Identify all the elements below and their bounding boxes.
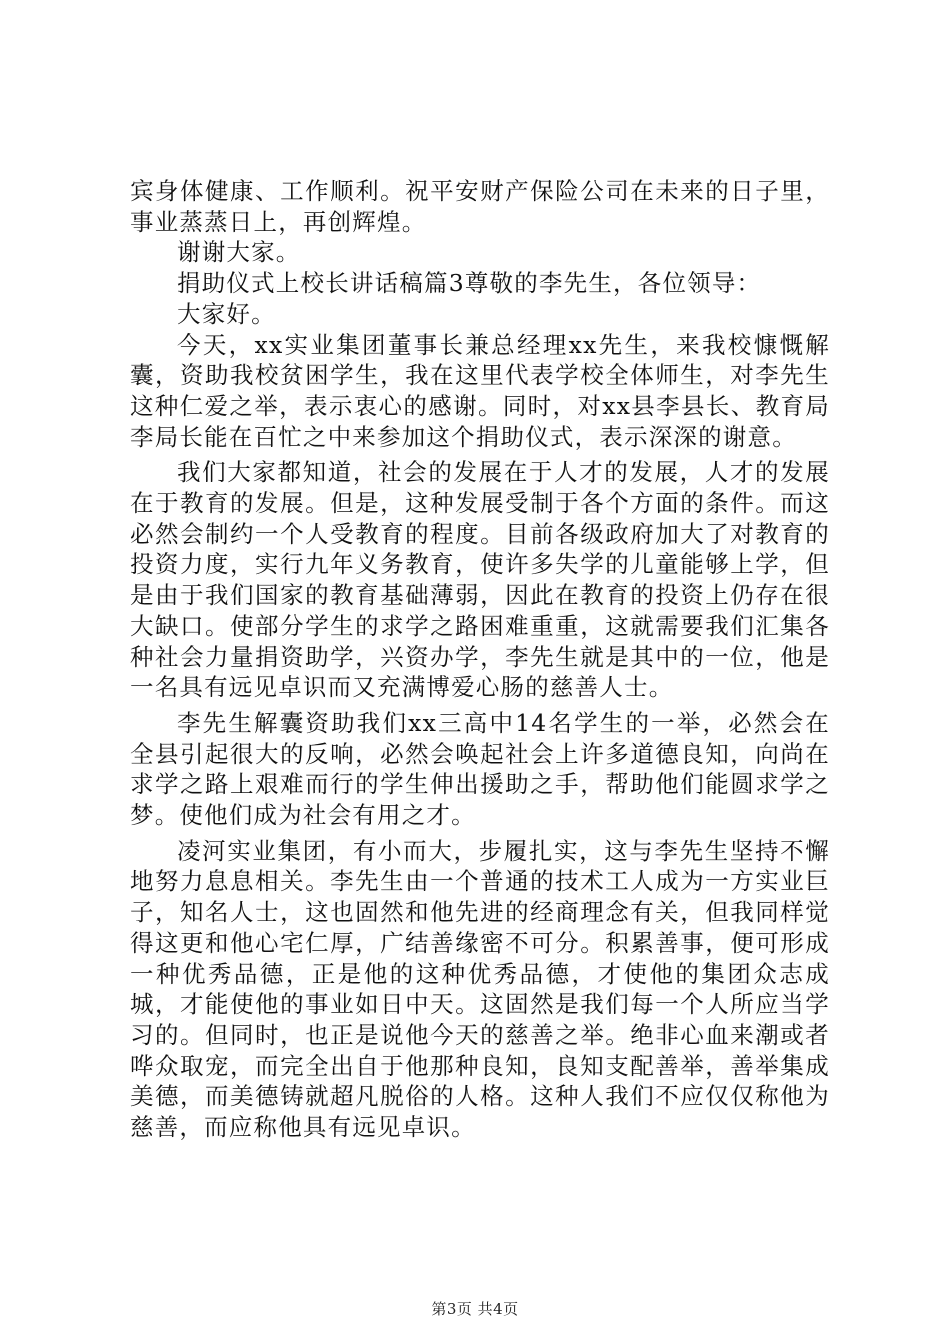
paragraph-education: 我们大家都知道，社会的发展在于人才的发展，人才的发展在于教育的发展。但是，这种发展受制于各个方面的条件。而这必然会制约一个人受教育的程度。目前各级政府加大了对教育的投资力度，实行九年义务教育，使许多失学的儿童能够上学，但是由于我们国家的教育基础薄弱，因此在教育的投资上仍存在很大缺口。使部分学生的求学之路困难重重，这就需要我们汇集各种社会力量捐资助学，兴资办学，李先生就是其中的一位，他是一名具有远见卓识而又充满博爱心肠的慈善人士。 (130, 458, 830, 702)
paragraph-continuation: 宾身体健康、工作顺利。祝平安财产保险公司在未来的日子里，事业蒸蒸日上，再创辉煌。 (130, 177, 830, 236)
paragraph-group: 凌河实业集团，有小而大，步履扎实，这与李先生坚持不懈地努力息息相关。李先生由一个普通的技术工人成为一方实业巨子，知名人士，这也固然和他先进的经商理念有关，但我同样觉得这更和他心宅仁厚，广结善缘密不可分。积累善事，便可形成一种优秀品德，正是他的这种优秀品德，才使他的集团众志成城，才能使他的事业如日中天。这固然是我们每一个人所应当学习的。但同时，也正是说他今天的慈善之举。绝非心血来潮或者哗众取宠，而完全出自于他那种良知，良知支配善举，善举集成美德，而美德铸就超凡脱俗的人格。这种人我们不应仅仅称他为慈善，而应称他具有远见卓识。 (130, 836, 830, 1142)
paragraph-thanks: 谢谢大家。 (177, 238, 301, 267)
paragraph-opening: 今天，xx实业集团董事长兼总经理xx先生，来我校慷慨解囊，资助我校贫困学生，我在这里代表学校全体师生，对李先生这种仁爱之举，表示衷心的感谢。同时，对xx县李县长、教育局李局长能在百忙之中来参加这个捐助仪式，表示深深的谢意。 (130, 330, 830, 451)
page-footer: 第3页 共4页 (431, 1300, 519, 1318)
paragraph-impact: 李先生解囊资助我们xx三高中14名学生的一举，必然会在全县引起很大的反响，必然会唤起社会上许多道德良知，向尚在求学之路上艰难而行的学生伸出援助之手，帮助他们能圆求学之梦。使他们成为社会有用之才。 (130, 708, 830, 830)
paragraph-greeting: 大家好。 (177, 299, 276, 328)
paragraph-speech-title: 捐助仪式上校长讲话稿篇3尊敬的李先生，各位领导： (177, 269, 762, 298)
document-body (130, 176, 830, 1143)
